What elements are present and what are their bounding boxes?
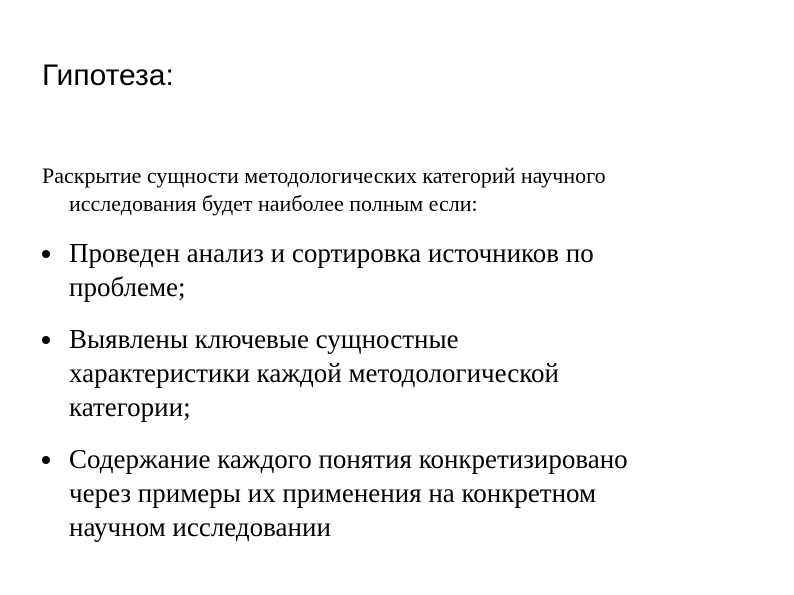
list-item-line: научном исследовании — [69, 512, 331, 542]
hypothesis-list — [42, 236, 762, 562]
bullet-dot-icon — [42, 336, 50, 344]
list-item-line: Проведен анализ и сортировка источников по — [69, 238, 594, 268]
intro-line-1: Раскрытие сущности методологических категорий научного — [42, 163, 606, 188]
list-item-line: Выявлены ключевые сущностные — [69, 324, 459, 354]
list-item-text — [69, 236, 762, 304]
list-item-line: характеристики каждой методологической — [69, 358, 559, 388]
intro-line-2: исследования будет наиболее полным если: — [69, 191, 478, 216]
list-item — [42, 442, 762, 544]
list-item-line: категории; — [69, 392, 191, 422]
list-item-line: через примеры их применения на конкретном — [69, 478, 597, 508]
list-item-text — [69, 322, 762, 424]
list-item — [42, 236, 762, 304]
list-item — [42, 322, 762, 424]
list-item-text — [69, 442, 762, 544]
list-item-line: Содержание каждого понятия конкретизировано — [69, 444, 628, 474]
slide-title: Гипотеза: — [42, 59, 174, 92]
intro-paragraph — [42, 162, 742, 218]
bullet-dot-icon — [42, 456, 50, 464]
list-item-line: проблеме; — [69, 272, 186, 302]
bullet-dot-icon — [42, 250, 50, 258]
